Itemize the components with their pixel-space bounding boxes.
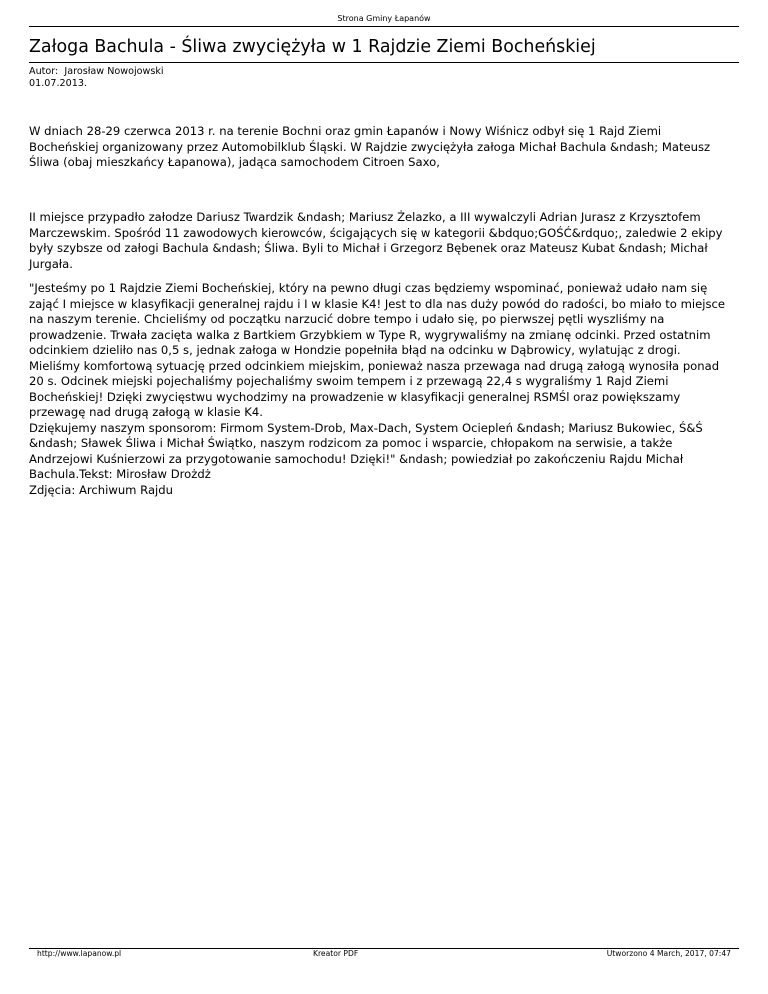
paragraph-intro: W dniach 28-29 czerwca 2013 r. na terenie Bochni oraz gmin Łapanów i Nowy Wiśnicz odbył się 1 Rajd Ziemi Bocheńskiej organizowany przez Automobilklub Śląski. W Rajdzie zwyciężyła załoga Michał Bachula &ndash; Mateusz Śliwa (obaj mieszkańcy Łapanowa), jadąca samochodem Citroen Saxo,: [29, 124, 711, 169]
footer-created: Utworzono 4 March, 2017, 07:47: [606, 949, 731, 958]
article-title: Załoga Bachula - Śliwa zwyciężyła w 1 Rajdzie Ziemi Bocheńskiej: [29, 37, 596, 57]
site-header: Strona Gminy Łapanów: [337, 14, 431, 23]
footer-generator: Kreator PDF: [313, 949, 359, 958]
author-line: Autor: Jarosław Nowojowski: [29, 66, 164, 77]
paragraph-quote: "Jesteśmy po 1 Rajdzie Ziemi Bocheńskiej, który na pewno długi czas będziemy wspominać, ponieważ udało nam się zająć I miejsce w klasyfikacji generalnej rajdu i I w klasie K4! Jest to dla nas duży powód do radości, bo miało to miejsce na naszym terenie. Chcieliśmy od początku narzucić dobre tempo i udało się, po pierwszej pętli wyszliśmy na prowadzenie. Trwała zacięta walka z Bartkiem Grzybkiem w Type R, wygrywaliśmy na zmianę odcinki. Przed ostatnim odcinkiem dzieliło nas 0,5 s, jednak załoga w Hondzie popełniła błąd na odcinku w Dąbrowicy, wylatując z drogi. Mieliśmy komfortową sytuację przed odcinkiem miejskim, ponieważ nasza przewaga nad drugą załogą wynosiła ponad 20 s. Odcinek miejski pojechaliśmy pojechaliśmy swoim tempem i z przewagą 22,4 s wygraliśmy 1 Rajd Ziemi Bocheńskiej! Dzięki zwycięstwu wychodzimy na prowadzenie w klasyfikacji generalnej RSMŚl oraz powiększamy przewagę nad drugą załogą w klasie K4. Dziękujemy naszym sponsorom: Firmom System-Drob, Max-Dach, System Ociepleń &ndash; Mariusz Bukowiec, Ś&Ś &ndash; Sławek Śliwa i Michał Świątko, naszym rodzicom za pomoc i wsparcie, chłopakom na serwisie, a także Andrzejowi Kuśnierzowi za przygotowanie samochodu! Dzięki!" &ndash; powiedział po zakończeniu Rajdu Michał Bachula.Tekst: Mirosław Drożdż Zdjęcia: Archiwum Rajdu: [29, 281, 726, 497]
publish-date: 01.07.2013.: [29, 78, 87, 89]
header-divider: [29, 26, 739, 27]
article-meta: [29, 66, 164, 90]
footer-url: http://www.lapanow.pl: [37, 949, 122, 958]
paragraph-results: II miejsce przypadło załodze Dariusz Twardzik &ndash; Mariusz Żelazko, a III wywalczyli Adrian Jurasz z Krzysztofem Marczewskim. Spośród 11 zawodowych kierowców, ścigających się w kategorii &bdquo;GOŚĆ&rdquo;, zaledwie 2 ekipy były szybsze od załogi Bachula &ndash; Śliwa. Byli to Michał i Grzegorz Bębenek oraz Mateusz Kubat &ndash; Michał Jurgała.: [29, 210, 723, 271]
title-divider: [29, 62, 739, 63]
